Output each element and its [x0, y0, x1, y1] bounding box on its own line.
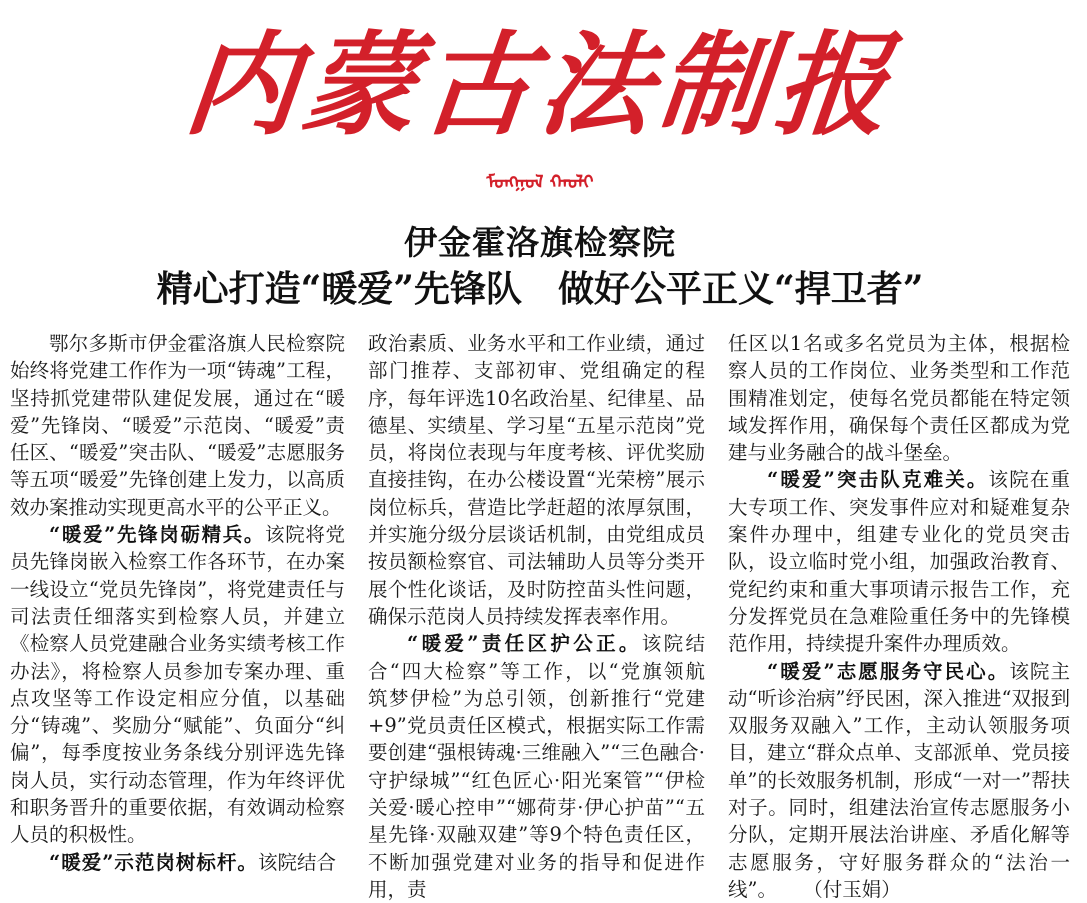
- article-paragraph: “暖爱”责任区护公正。该院结合“四大检察”等工作，以“党旗领航 筑梦伊检”为总引领，创新推行“党建+9”党员责任区模式，根据实际工作需要创建“强根铸魂·三维融入”“三色融合·守护绿城”“红色匠心·阳光案管”“伊检关爱·暖心控申”“娜荷芽·伊心护苗”“五星先锋·双融双建”等9个特色责任区，不断加强党建对业务的指导和促进作用，责: [368, 632, 725, 901]
- article-column-3: [728, 330, 1070, 901]
- article-byline: （付玉娟）: [812, 877, 901, 901]
- article-paragraph: “暖爱”示范岗树标杆。该院结合: [49, 850, 336, 874]
- headline-main: 精心打造“暖爱”先锋队 做好公平正义“捍卫者”: [156, 268, 924, 310]
- article-paragraph: “暖爱”志愿服务守民心。该院主动“听诊治病”纾民困，深入推进“双报到双服务双融入”工作，主动认领服务项目，建立“群众点单、支部派单、党员接单”的长效服务机制，形成“一对一”帮扶对子。同时，组建法治宣传志愿服务小分队，定期开展法治讲座、矛盾化解等志愿服务，守好服务群众的“法治一线”。 （付玉娟）: [728, 659, 1070, 901]
- article-paragraph: “暖爱”先锋岗砺精兵。该院将党员先锋岗嵌入检察工作各环节，在办案一线设立“党员先锋岗”，将党建责任与司法责任细落实到检察人员，并建立《检察人员党建融合业务实绩考核工作办法》，将检察人员参加专案办理、重点攻坚等工作设定相应分值，以基础分“铸魂”、奖励分“赋能”、负面分“纠偏”，每季度按业务条线分别评选先锋岗人员，实行动态管理，作为年终评优和职务晋升的重要依据，有效调动检察人员的积极性。: [10, 523, 345, 847]
- newspaper-logo-mongolian: ᠮᠣᠩᠭᠣᠯ ᠬᠠᠤᠯᠢ: [486, 172, 594, 193]
- newspaper-logo: 内蒙古法制报: [179, 20, 901, 151]
- section-heading: “暖爱”突击队克难关。: [767, 468, 989, 492]
- article-paragraph: 政治素质、业务水平和工作业绩，通过部门推荐、支部初审、党组确定的程序，每年评选10名政治星、纪律星、品德星、实绩星、学习星“五星示范岗”党员，将岗位表现与年度考核、评优奖励直接挂钩，在办公楼设置“光荣榜”展示岗位标兵，营造比学赶超的浓厚氛围，并实施分级分层谈话机制，由党组成员按员额检察官、司法辅助人员等分类开展个性化谈话，及时防控苗头性问题，确保示范岗人员持续发挥表率作用。: [368, 332, 705, 628]
- section-heading: “暖爱”示范岗树标杆。: [49, 850, 258, 874]
- article-column-2: [368, 330, 725, 901]
- article-paragraph: 任区以1名或多名党员为主体，根据检察人员的工作岗位、业务类型和工作范围精准划定，使每名党员都能在特定领域发挥作用，确保每个责任区都成为党建与业务融合的战斗堡垒。: [728, 332, 1070, 465]
- section-heading: “暖爱”责任区护公正。: [407, 632, 642, 656]
- article-paragraph: “暖爱”突击队克难关。该院在重大专项工作、突发事件应对和疑难复杂案件办理中，组建专业化的党员突击队，设立临时党小组，加强政治教育、党纪约束和重大事项请示报告工作，充分发挥党员在急难险重任务中的先锋模范作用，持续提升案件办理质效。: [728, 468, 1070, 656]
- section-heading: “暖爱”先锋岗砺精兵。: [49, 523, 266, 547]
- section-heading: “暖爱”志愿服务守民心。: [767, 659, 1010, 683]
- article-paragraph: 鄂尔多斯市伊金霍洛旗人民检察院始终将党建工作作为一项“铸魂”工程，坚持抓党建带队建促发展，通过在“暖爱”先锋岗、“暖爱”示范岗、“暖爱”责任区、“暖爱”突击队、“暖爱”志愿服务等五项“暖爱”先锋创建上发力，以高质效办案推动实现更高水平的公平正义。: [10, 332, 345, 519]
- masthead: [0, 22, 1080, 192]
- headline-kicker: 伊金霍洛旗检察院: [404, 223, 676, 262]
- article-column-1: [10, 330, 345, 874]
